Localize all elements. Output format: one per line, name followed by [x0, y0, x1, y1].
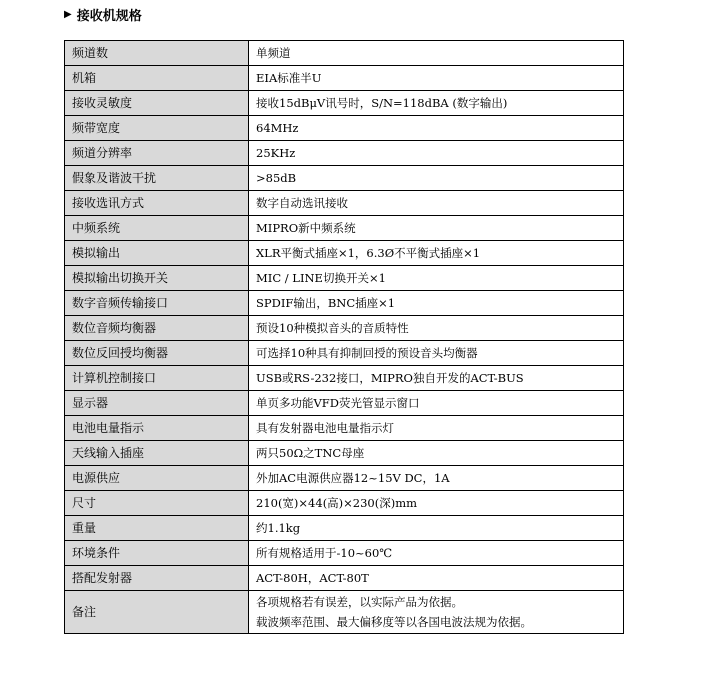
spec-value-line: >85dB — [256, 171, 297, 185]
spec-label: 假象及谐波干扰 — [65, 166, 249, 191]
spec-label: 备注 — [65, 591, 249, 634]
spec-value — [249, 141, 624, 166]
spec-value-line: 可选择10种具有抑制回授的预设音头均衡器 — [256, 346, 478, 360]
spec-row — [65, 441, 624, 466]
spec-row — [65, 291, 624, 316]
spec-value-line: 载波频率范围、最大偏移度等以各国电波法规为依据。 — [256, 615, 532, 629]
spec-label: 中频系统 — [65, 216, 249, 241]
spec-value — [249, 216, 624, 241]
spec-value-line: 25KHz — [256, 146, 296, 160]
spec-value — [249, 366, 624, 391]
spec-label: 接收选讯方式 — [65, 191, 249, 216]
spec-row — [65, 266, 624, 291]
spec-row — [65, 366, 624, 391]
spec-value-line: 外加AC电源供应器12~15V DC，1A — [256, 471, 450, 485]
spec-row — [65, 166, 624, 191]
spec-label: 数字音频传输接口 — [65, 291, 249, 316]
spec-row — [65, 241, 624, 266]
spec-label: 电源供应 — [65, 466, 249, 491]
spec-value — [249, 466, 624, 491]
spec-value — [249, 116, 624, 141]
spec-value — [249, 266, 624, 291]
spec-value-line: 约1.1kg — [256, 521, 301, 535]
spec-value — [249, 566, 624, 591]
spec-row — [65, 341, 624, 366]
spec-row — [65, 316, 624, 341]
spec-row — [65, 516, 624, 541]
spec-value-line: SPDIF输出，BNC插座×1 — [256, 296, 396, 310]
spec-row — [65, 541, 624, 566]
spec-value-line: EIA标准半U — [256, 71, 322, 85]
spec-value — [249, 441, 624, 466]
spec-value-line: 64MHz — [256, 121, 299, 135]
spec-label: 数位音频均衡器 — [65, 316, 249, 341]
spec-row — [65, 66, 624, 91]
spec-label: 模拟输出切换开关 — [65, 266, 249, 291]
spec-label: 频带宽度 — [65, 116, 249, 141]
spec-label: 机箱 — [65, 66, 249, 91]
spec-value-line: 所有规格适用于-10~60℃ — [256, 546, 393, 560]
spec-row — [65, 191, 624, 216]
spec-label: 天线输入插座 — [65, 441, 249, 466]
spec-label: 尺寸 — [65, 491, 249, 516]
spec-value-line: 预设10种模拟音头的音质特性 — [256, 321, 409, 335]
spec-row — [65, 141, 624, 166]
spec-row — [65, 491, 624, 516]
spec-value-line: MIC / LINE切换开关×1 — [256, 271, 386, 285]
spec-value — [249, 291, 624, 316]
spec-label: 环境条件 — [65, 541, 249, 566]
spec-label: 搭配发射器 — [65, 566, 249, 591]
spec-row — [65, 216, 624, 241]
spec-value-line: MIPRO新中频系统 — [256, 221, 356, 235]
spec-value-line: 接收15dBμV讯号时，S/N=118dBA (数字输出) — [256, 96, 508, 110]
spec-label: 重量 — [65, 516, 249, 541]
spec-value — [249, 491, 624, 516]
spec-value — [249, 541, 624, 566]
spec-value-line: 两只50Ω之TNC母座 — [256, 446, 365, 460]
spec-value — [249, 91, 624, 116]
section-title: 接收机规格 — [76, 8, 142, 24]
spec-value — [249, 341, 624, 366]
spec-table-body — [65, 41, 624, 634]
spec-label: 数位反回授均衡器 — [65, 341, 249, 366]
spec-label: 计算机控制接口 — [65, 366, 249, 391]
spec-value-line: 数字自动选讯接收 — [256, 196, 348, 210]
spec-value-line: 具有发射器电池电量指示灯 — [256, 421, 394, 435]
spec-value-line: 单频道 — [256, 46, 291, 60]
receiver-spec-table — [64, 40, 624, 634]
spec-value — [249, 416, 624, 441]
spec-row — [65, 391, 624, 416]
spec-value — [249, 191, 624, 216]
spec-row — [65, 116, 624, 141]
spec-value-line: 各项规格若有误差，以实际产品为依据。 — [256, 595, 463, 609]
spec-value — [249, 66, 624, 91]
spec-label: 电池电量指示 — [65, 416, 249, 441]
spec-value — [249, 591, 624, 634]
spec-value-line: XLR平衡式插座×1，6.3Ø不平衡式插座×1 — [256, 246, 481, 260]
spec-row — [65, 466, 624, 491]
spec-value — [249, 516, 624, 541]
spec-value — [249, 241, 624, 266]
spec-label: 显示器 — [65, 391, 249, 416]
spec-row — [65, 591, 624, 634]
spec-label: 模拟输出 — [65, 241, 249, 266]
spec-value-line: 单页多功能VFD荧光管显示窗口 — [256, 396, 420, 410]
spec-row — [65, 41, 624, 66]
spec-value — [249, 166, 624, 191]
section-heading — [64, 6, 142, 22]
spec-label: 接收灵敏度 — [65, 91, 249, 116]
spec-value — [249, 41, 624, 66]
spec-label: 频道分辨率 — [65, 141, 249, 166]
spec-row — [65, 416, 624, 441]
spec-row — [65, 91, 624, 116]
spec-label: 频道数 — [65, 41, 249, 66]
spec-value-line: 210(宽)×44(高)×230(深)mm — [256, 496, 418, 510]
spec-value — [249, 391, 624, 416]
spec-value-line: ACT-80H，ACT-80T — [256, 571, 369, 585]
spec-row — [65, 566, 624, 591]
spec-value-line: USB或RS-232接口，MIPRO独自开发的ACT-BUS — [256, 371, 524, 385]
spec-value — [249, 316, 624, 341]
triangle-marker-icon: ▶ — [64, 8, 72, 20]
